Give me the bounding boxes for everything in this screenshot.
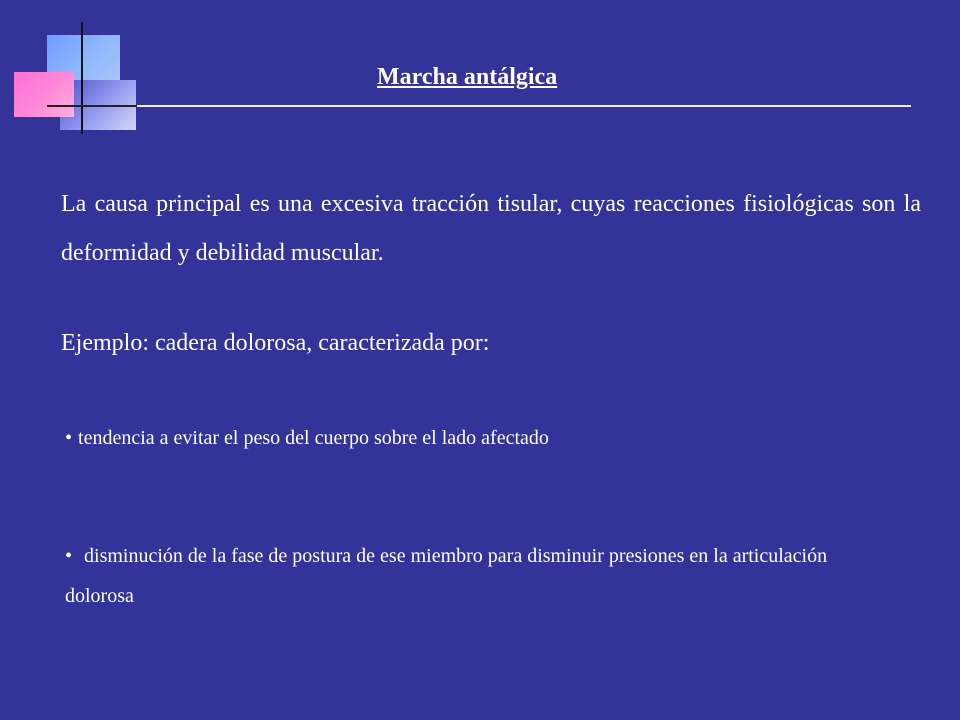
example-line: Ejemplo: cadera dolorosa, caracterizada por: — [61, 330, 490, 356]
bullet-item — [65, 418, 549, 458]
title-divider-dark-segment — [47, 105, 137, 107]
bullet-item — [65, 536, 895, 616]
body-paragraph: La causa principal es una excesiva tracción tisular, cuyas reacciones fisiológicas son la deformidad y debilidad muscular. — [61, 191, 921, 266]
bullet-dot-icon: • — [65, 427, 73, 449]
bullet-text: disminución de la fase de postura de ese miembro para disminuir presiones en la articulación dolorosa — [65, 545, 828, 607]
vertical-rule — [81, 22, 83, 134]
slide-title: Marcha antálgica — [377, 64, 558, 90]
bullet-dot-icon: • — [65, 545, 73, 567]
bullet-text: tendencia a evitar el peso del cuerpo sobre el lado afectado — [78, 427, 549, 449]
decorative-squares-logo — [0, 0, 160, 150]
pink-square-decoration — [14, 72, 74, 117]
title-divider-line — [47, 105, 911, 107]
